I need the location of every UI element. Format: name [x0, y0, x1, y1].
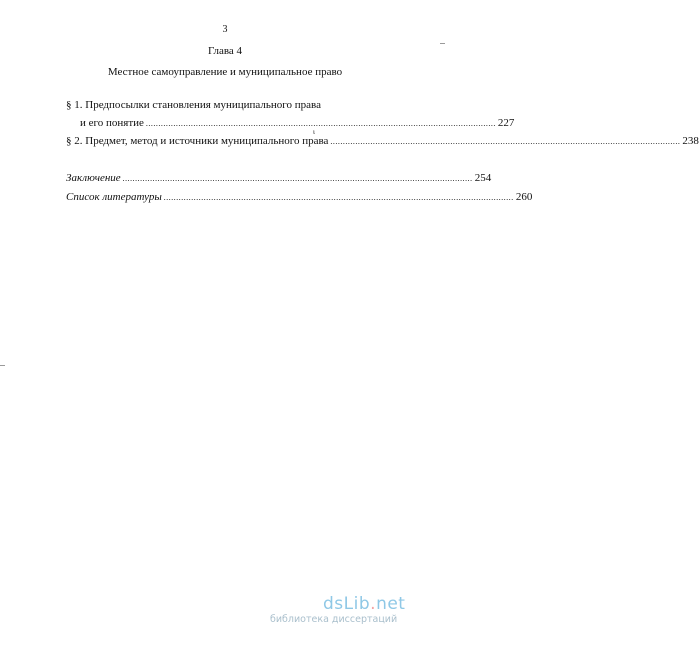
toc-entry-page: 238	[682, 135, 699, 147]
toc-entry-bibliography	[66, 190, 533, 205]
toc-entry-text: § 1. Предпосылки становления муниципального права	[66, 99, 321, 111]
dslib-watermark	[270, 594, 443, 626]
scan-edge-mark	[440, 43, 445, 44]
logo-prefix: ds	[323, 594, 344, 614]
toc-entry-page: 227	[497, 117, 515, 129]
page-number: 3	[222, 24, 228, 35]
toc-entry-text: Заключение	[66, 172, 121, 184]
toc-entry-conclusion	[66, 171, 492, 186]
toc-leader-dots: ............................................................................................................................................	[163, 193, 514, 202]
toc-leader-dots: ............................................................................................................................................	[145, 119, 496, 128]
dslib-tagline: библиотека диссертаций	[270, 614, 398, 625]
toc-entry-page: 254	[474, 172, 492, 184]
toc-entry-text: и его понятие	[80, 117, 144, 129]
toc-entry-section-2	[66, 134, 699, 149]
toc-leader-dots: ............................................................................................................................................	[330, 137, 681, 146]
toc-entry-text: Список литературы	[66, 191, 162, 203]
chapter-title: Глава 4	[207, 45, 243, 57]
logo-suffix: net	[376, 594, 406, 614]
scan-edge-mark	[0, 365, 5, 366]
chapter-subtitle: Местное самоуправление и муниципальное право	[107, 66, 343, 78]
scan-speck: ι	[313, 128, 315, 136]
logo-main: Lib	[343, 594, 371, 614]
toc-entry-section-1-line-2	[80, 116, 515, 131]
logo-dot: .	[370, 594, 377, 614]
toc-entry-section-1-line-1	[66, 98, 321, 112]
dslib-logo	[323, 595, 443, 614]
toc-entry-text: § 2. Предмет, метод и источники муниципального права	[66, 135, 329, 147]
toc-entry-page: 260	[515, 191, 533, 203]
toc-leader-dots: ............................................................................................................................................	[122, 174, 473, 183]
